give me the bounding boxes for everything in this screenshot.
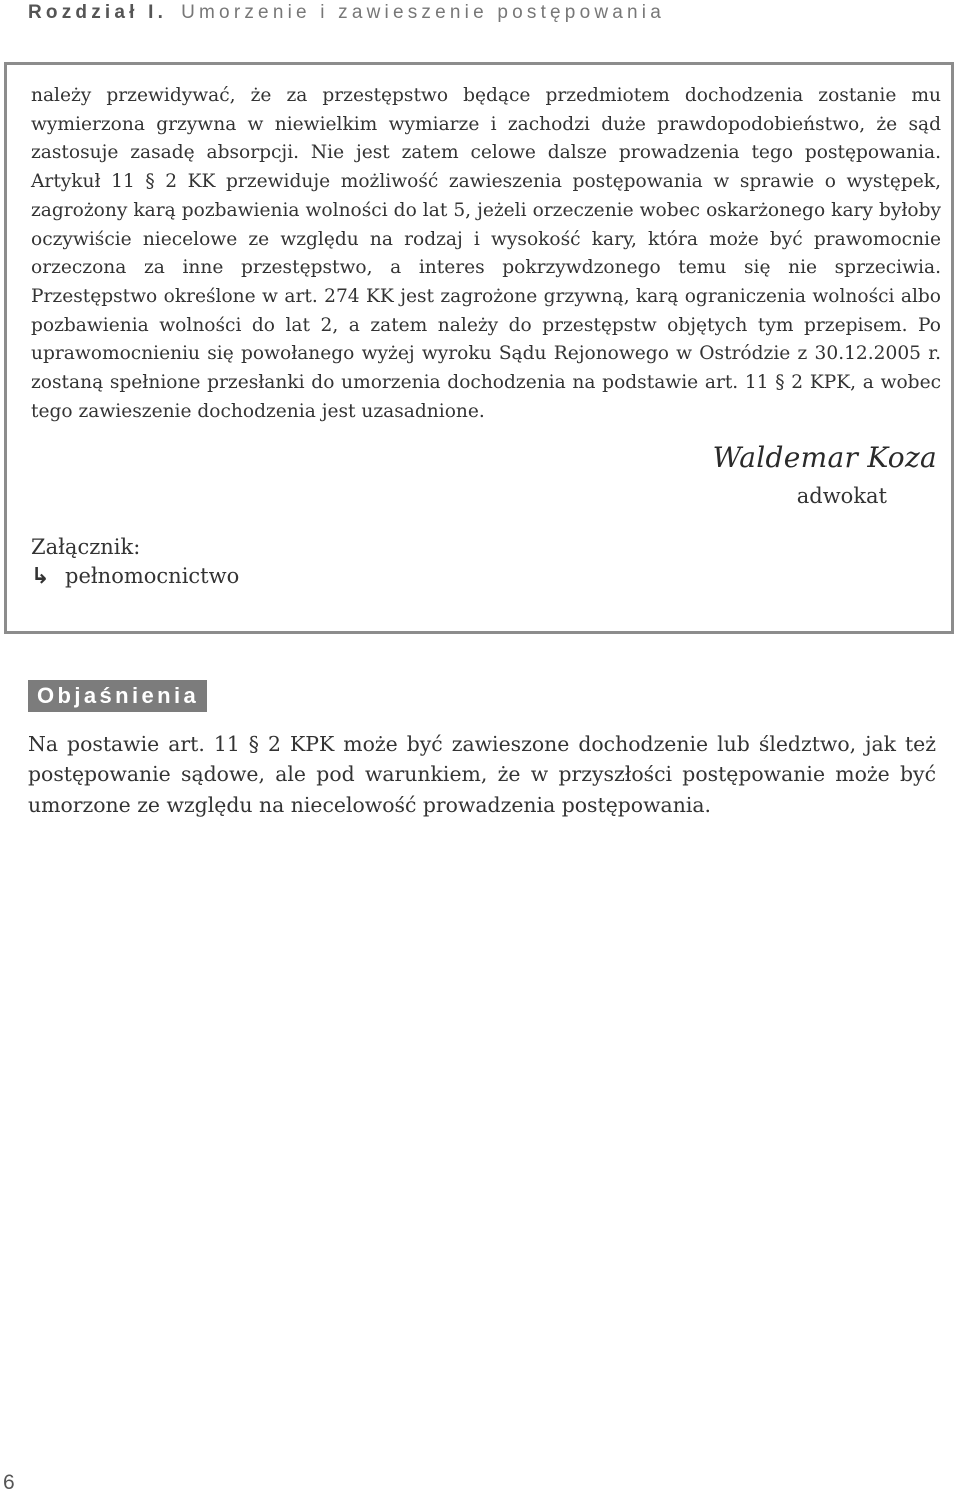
attachments-label: Załącznik:: [31, 535, 141, 559]
attachment-label: pełnomocnictwo: [65, 564, 240, 588]
document-paragraph: należy przewidywać, że za przestępstwo będące przedmiotem dochodzenia zostanie mu wymierzona grzywna w niewielkim wymiarze i zachodzi duże prawdopodobieństwo, że sąd zastosuje zasadę absorpcji. Nie jest zatem celowe dalsze prowadzenia tego postępowania. Artykuł 11 § 2 KK przewiduje możliwość zawieszenia postępowania w sprawie o występek, zagrożony karą pozbawienia wolności do lat 5, jeżeli orzeczenie wobec oskarżonego kary byłoby oczywiście niecelowe ze względu na rodzaj i wysokość kary, która może być prawomocnie orzeczona za inne przestępstwo, a interes pokrzywdzonego temu się nie sprzeciwia. Przestępstwo określone w art. 274 KK jest zagrożone grzywną, karą ograniczenia wolności albo pozbawienia wolności do lat 2, a zatem należy do przestępstw objętych tym przepisem. Po uprawomocnieniu się powołanego wyżej wyroku Sądu Rejonowego w Ostródzie z 30.12.2005 r. zostaną spełnione przesłanki do umorzenia dochodzenia na podstawie art. 11 § 2 KPK, a wobec tego zawieszenie dochodzenia jest uzasadnione.: [31, 85, 941, 422]
document-body: [31, 82, 941, 426]
attachment-item: [31, 564, 239, 589]
explanation-paragraph: Na postawie art. 11 § 2 KPK może być zawieszone dochodzenie lub śledztwo, jak też postępowanie sądowe, ale pod warunkiem, że w przyszłości postępowanie może być umorzone ze względu na niecelowość prowadzenia postępowania.: [28, 732, 936, 817]
chapter-title: Umorzenie i zawieszenie postępowania: [181, 2, 665, 23]
section-label: Objaśnienia: [28, 680, 207, 712]
hook-arrow-icon: ↳: [31, 564, 50, 589]
chapter-number: Rozdział I.: [28, 2, 168, 23]
chapter-header: [28, 2, 948, 24]
signer-title: adwokat: [796, 484, 887, 508]
page-number: 6: [3, 1471, 15, 1494]
document-box: [4, 62, 954, 634]
signature: Waldemar Koza: [712, 441, 937, 474]
explanation-text: [28, 729, 936, 820]
